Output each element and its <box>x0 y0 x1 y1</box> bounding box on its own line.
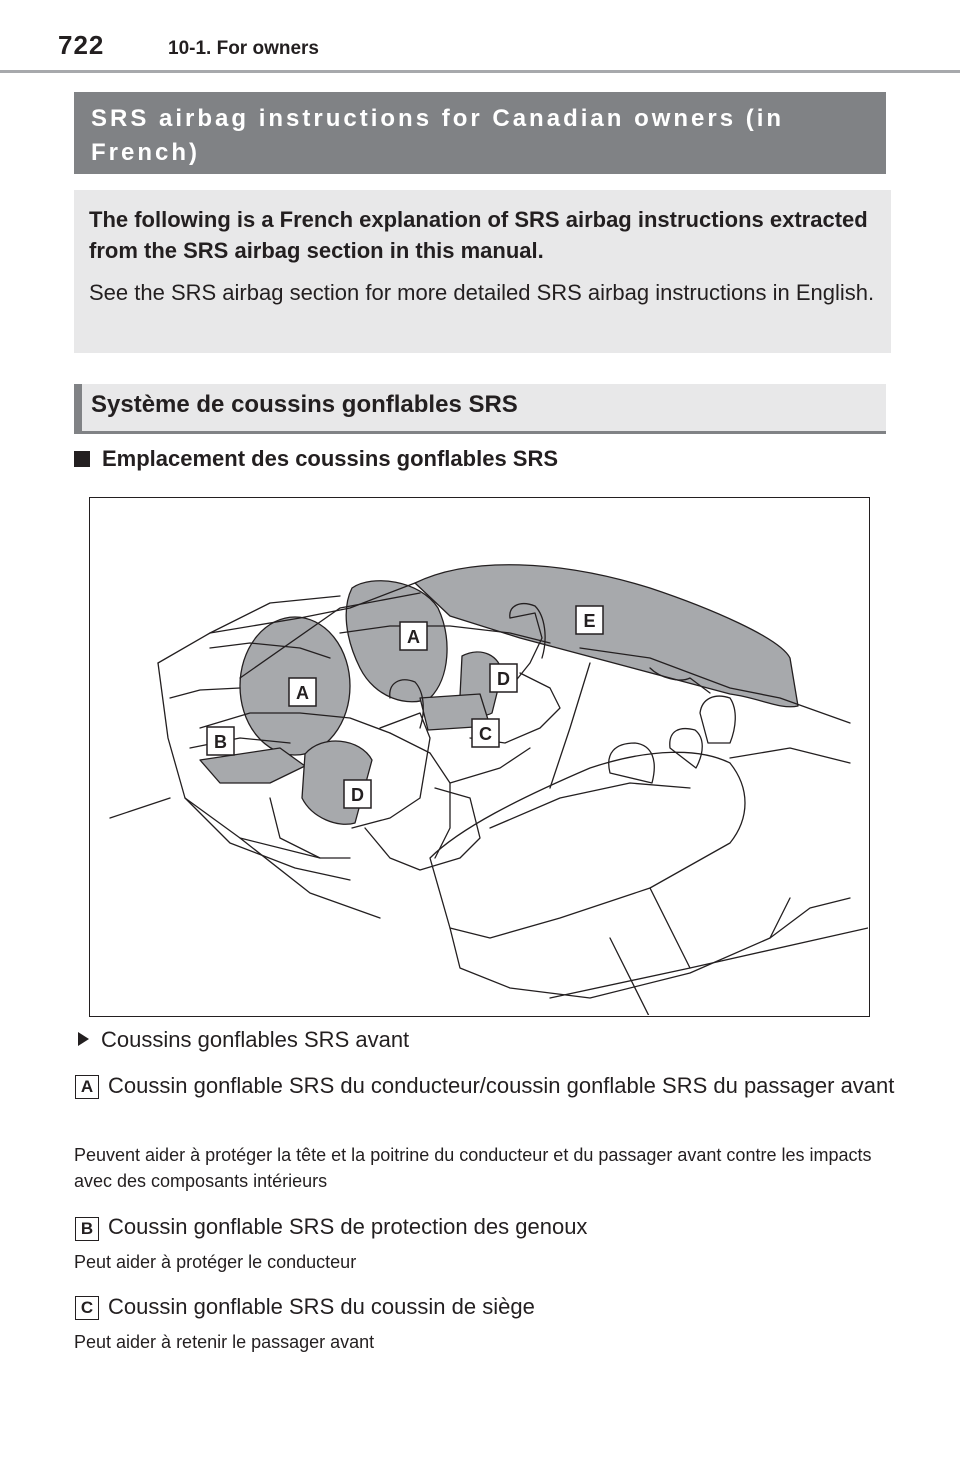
item-c-description: Peut aider à retenir le passager avant <box>74 1332 375 1352</box>
item-letter-a: A <box>75 1075 99 1099</box>
title-banner <box>74 92 886 174</box>
car-interior-illustration <box>90 498 868 1015</box>
subsection-title: Système de coussins gonflables SRS <box>91 391 518 418</box>
item-b-title: Coussin gonflable SRS de protection des genoux <box>108 1214 588 1239</box>
section-header: 10-1. For owners <box>168 38 319 59</box>
airbag-location-figure <box>89 497 870 1017</box>
item-a-description: Peuvent aider à protéger la tête et la poitrine du conducteur et du passager avant contre les impacts avec des composants intérieurs <box>74 1145 872 1191</box>
figure-label-e: E <box>583 611 596 631</box>
figure-label-d-driver: D <box>351 785 364 805</box>
intro-text: See the SRS airbag section for more detailed SRS airbag instructions in English. <box>89 280 875 305</box>
item-letter-c: C <box>75 1296 99 1320</box>
header-divider <box>0 70 960 73</box>
front-airbags-bullet <box>78 1027 409 1053</box>
item-b-description: Peut aider à protéger le conducteur <box>74 1252 357 1272</box>
figure-label-a-passenger: A <box>407 627 420 647</box>
subsection-heading <box>74 384 886 434</box>
intro-bold-text: The following is a French explanation of SRS airbag instructions extracted from the SRS airbag section in this manual. <box>89 207 868 263</box>
figure-label-a-driver: A <box>296 683 309 703</box>
item-c-title: Coussin gonflable SRS du coussin de siège <box>108 1294 535 1319</box>
square-bullet-icon <box>74 451 90 467</box>
location-heading <box>74 446 558 472</box>
figure-label-d-passenger: D <box>497 669 510 689</box>
item-letter-b: B <box>75 1217 99 1241</box>
triangle-bullet-icon <box>78 1032 89 1046</box>
item-a-title: Coussin gonflable SRS du conducteur/coussin gonflable SRS du passager avant <box>108 1073 895 1098</box>
location-heading-text: Emplacement des coussins gonflables SRS <box>102 446 559 471</box>
figure-label-c: C <box>479 724 492 744</box>
figure-label-b: B <box>214 732 227 752</box>
front-airbags-bullet-text: Coussins gonflables SRS avant <box>101 1027 410 1052</box>
page-title: SRS airbag instructions for Canadian owners (in French) <box>91 105 785 166</box>
intro-box <box>74 190 891 353</box>
page-number: 722 <box>58 30 105 60</box>
